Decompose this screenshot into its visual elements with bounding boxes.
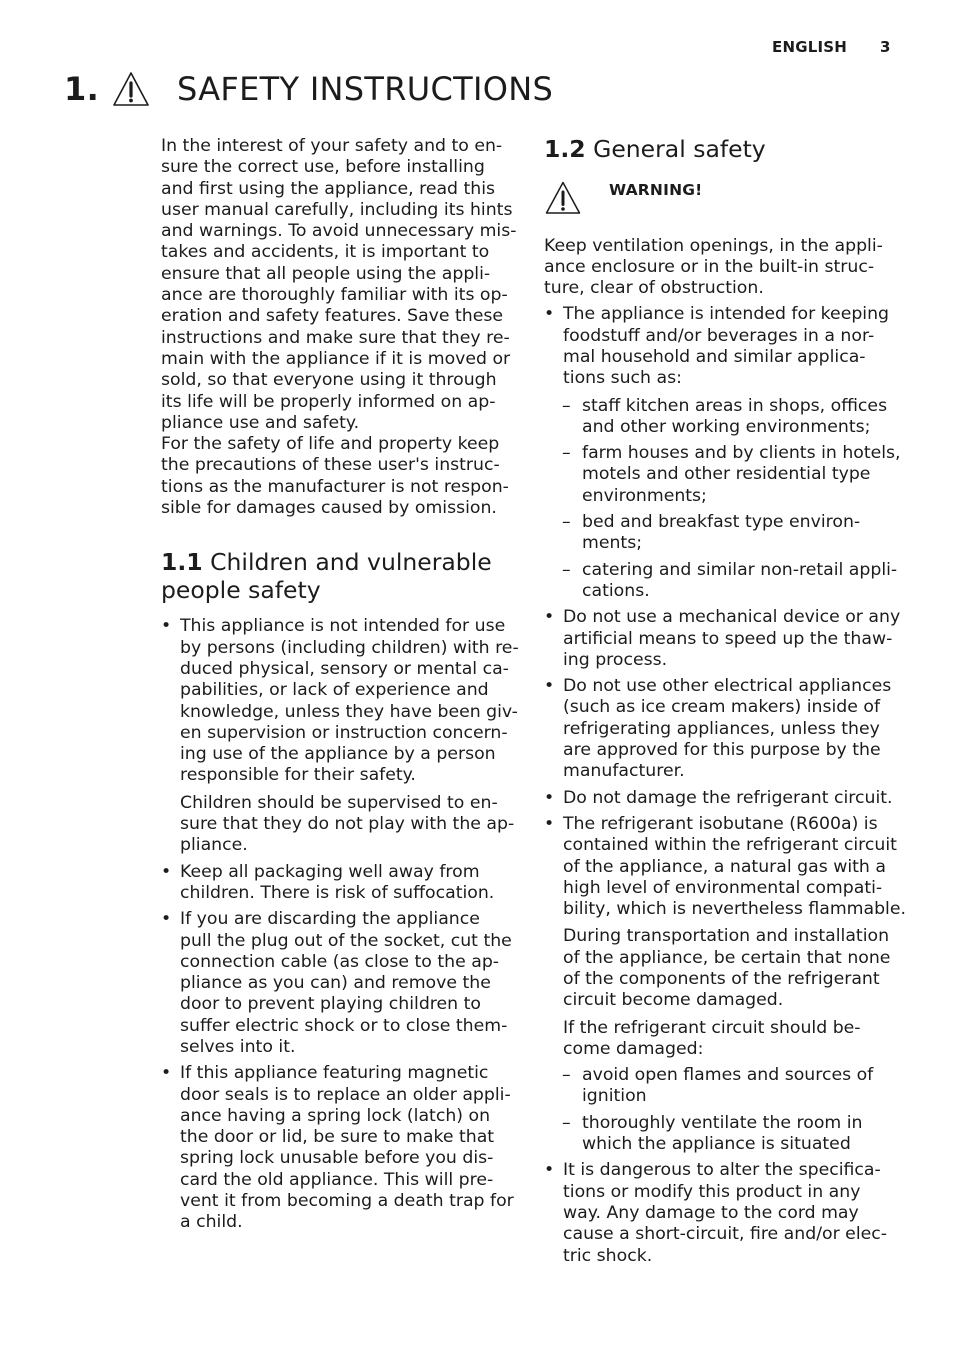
section-heading-1-2 [544, 136, 899, 164]
bullet-marker: • [161, 909, 172, 930]
list-line: farm houses and by clients in hotels, [582, 443, 901, 464]
list-line: suffer electric shock or to close them- [180, 1015, 508, 1036]
page-number: 3 [880, 38, 891, 56]
chapter-title [64, 66, 553, 112]
warning-triangle-icon [111, 70, 151, 108]
left-column [161, 136, 519, 1234]
chapter-title-text: SAFETY INSTRUCTIONS [177, 70, 554, 108]
list-item [544, 304, 899, 389]
list-line: manufacturer. [563, 761, 685, 782]
list-line: If this appliance featuring magnetic [180, 1063, 489, 1084]
list-line: vent it from becoming a death trap for [180, 1191, 514, 1212]
list-line: Children should be supervised to en- [180, 792, 498, 813]
list-item-continuation [563, 1018, 899, 1061]
intro-line: instructions and make sure that they re- [161, 327, 510, 348]
list-line: pliance. [180, 835, 248, 856]
list-line: pliance as you can) and remove the [180, 973, 491, 994]
warning-text [544, 236, 899, 300]
list-line: refrigerating appliances, unless they [563, 718, 880, 739]
list-item [161, 616, 519, 856]
list-line: duced physical, sensory or mental ca- [180, 658, 509, 679]
list-line: and other working environments; [582, 416, 871, 437]
intro-line: main with the appliance if it is moved or [161, 348, 511, 369]
right-column [544, 135, 906, 1267]
list-line: Keep all packaging well away from [180, 861, 480, 882]
warning-triangle-icon [544, 180, 582, 216]
list-line: staff kitchen areas in shops, offices [582, 395, 888, 416]
list-line: environments; [582, 485, 707, 506]
intro-line: the precautions of these user's instruc- [161, 455, 500, 476]
list-line: The refrigerant isobutane (R600a) is [563, 813, 878, 834]
list-line: Do not use other electrical appliances [563, 676, 892, 697]
section-heading-1-1 [161, 549, 511, 604]
section-title: Children and vulnerable [210, 548, 492, 577]
list-item [161, 1063, 514, 1233]
list-line: card the old appliance. This will pre- [180, 1169, 494, 1190]
list-line: thoroughly ventilate the room in [582, 1112, 863, 1133]
list-line: come damaged: [563, 1038, 704, 1059]
sub-list-item [544, 443, 899, 507]
intro-line: sure the correct use, before installing [161, 157, 485, 178]
bullet-marker: • [161, 1063, 172, 1084]
chapter-number: 1. [64, 70, 100, 108]
bullet-marker: • [544, 607, 555, 628]
sub-list-item [544, 1113, 899, 1156]
list-line: which the appliance is situated [582, 1134, 851, 1155]
text-line: Keep ventilation openings, in the appli- [544, 235, 883, 256]
list-line: If the refrigerant circuit should be- [563, 1017, 861, 1038]
dash-marker: – [562, 443, 571, 464]
intro-line: ensure that all people using the appli- [161, 263, 491, 284]
list-item-continuation [563, 926, 899, 1011]
list-item [544, 607, 899, 671]
dash-marker: – [562, 1112, 571, 1133]
list-line: catering and similar non-retail appli- [582, 559, 898, 580]
intro-line: user manual carefully, including its hints [161, 199, 513, 220]
warning-label: WARNING! [609, 180, 703, 199]
list-line: ignition [582, 1086, 647, 1107]
list-line: ance having a spring lock (latch) on [180, 1105, 491, 1126]
intro-line: takes and accidents, it is important to [161, 242, 490, 263]
list-line: the door or lid, be sure to make that [180, 1127, 495, 1148]
sub-list-item [544, 560, 899, 603]
list-line: Do not use a mechanical device or any [563, 607, 901, 628]
sub-list-item [544, 512, 899, 555]
section-title-cont: people safety [161, 575, 321, 604]
intro-line: In the interest of your safety and to en- [161, 136, 503, 156]
list-item [161, 909, 511, 1058]
intro-line: ance are thoroughly familiar with its op- [161, 285, 508, 306]
list-line: children. There is risk of suffocation. [180, 882, 495, 903]
section-number: 1.1 [161, 548, 203, 577]
sub-list-item [544, 1065, 899, 1108]
list-line: bility, which is nevertheless flammable. [563, 899, 906, 920]
warning-block [544, 176, 899, 236]
list-item [544, 676, 899, 782]
list-line: spring lock unusable before you dis- [180, 1148, 494, 1169]
list-line: door to prevent playing children to [180, 994, 481, 1015]
list-item [161, 862, 511, 905]
bullet-marker: • [544, 304, 555, 325]
list-line: of the components of the refrigerant [563, 969, 880, 989]
bullet-marker: • [544, 787, 555, 808]
intro-line: eration and safety features. Save these [161, 306, 504, 327]
list-line: (such as ice cream makers) inside of [563, 697, 881, 718]
list-line: selves into it. [180, 1036, 296, 1057]
list-line: way. Any damage to the cord may [563, 1202, 859, 1223]
list-line: It is dangerous to alter the specifica- [563, 1160, 881, 1181]
list-line: of the appliance, be certain that none [563, 947, 891, 968]
dash-marker: – [562, 559, 571, 580]
list-line: ing process. [563, 649, 668, 670]
bullet-marker: • [161, 616, 172, 637]
list-line: tions or modify this product in any [563, 1181, 861, 1202]
list-line: During transportation and installation [563, 926, 890, 947]
text-line: ance enclosure or in the built-in struc- [544, 256, 875, 277]
list-line: tric shock. [563, 1245, 653, 1266]
intro-line: For the safety of life and property keep [161, 434, 500, 455]
list-line: by persons (including children) with re- [180, 637, 519, 658]
bullet-marker: • [544, 813, 555, 834]
list-line: Do not damage the refrigerant circuit. [563, 787, 893, 808]
list-item-continuation [180, 792, 515, 857]
list-line: ments; [582, 533, 643, 554]
intro-paragraph [161, 136, 517, 519]
intro-line: and first using the appliance, read this [161, 178, 496, 199]
list-item [544, 788, 899, 809]
section-title: General safety [593, 135, 766, 163]
intro-line: tions as the manufacturer is not respon- [161, 476, 509, 497]
intro-line: sold, so that everyone using it through [161, 370, 497, 391]
list-line: of the appliance, a natural gas with a [563, 856, 886, 877]
list-line: avoid open flames and sources of [582, 1065, 874, 1086]
intro-line: and warnings. To avoid unnecessary mis- [161, 221, 517, 242]
list-line: are approved for this purpose by the [563, 740, 881, 761]
text-line: ture, clear of obstruction. [544, 278, 764, 299]
list-line: sure that they do not play with the ap- [180, 814, 515, 835]
list-line: motels and other residential type [582, 464, 871, 485]
list-line: bed and breakfast type environ- [582, 512, 861, 533]
list-line: connection cable (as close to the ap- [180, 951, 500, 972]
dash-marker: – [562, 512, 571, 533]
list-line: ing use of the appliance by a person [180, 744, 496, 765]
intro-line: sible for damages caused by omission. [161, 498, 497, 519]
list-line: pull the plug out of the socket, cut the [180, 930, 512, 951]
intro-line: pliance use and safety. [161, 412, 360, 433]
list-line: artificial means to speed up the thaw- [563, 628, 893, 649]
list-line: mal household and similar applica- [563, 346, 866, 367]
dash-marker: – [562, 1065, 571, 1086]
list-line: cations. [582, 580, 650, 601]
list-line: foodstuff and/or beverages in a nor- [563, 325, 875, 346]
list-item [544, 1160, 899, 1266]
list-line: cause a short-circuit, fire and/or elec- [563, 1224, 887, 1245]
list-line: responsible for their safety. [180, 765, 416, 786]
bullet-marker: • [544, 1160, 555, 1181]
list-line: contained within the refrigerant circuit [563, 835, 897, 856]
list-line: high level of environmental compati- [563, 877, 883, 898]
list-line: If you are discarding the appliance [180, 909, 480, 930]
list-line: pabilities, or lack of experience and [180, 680, 489, 701]
list-line: door seals is to replace an older appli- [180, 1084, 511, 1105]
list-line: circuit become damaged. [563, 990, 784, 1011]
list-line: knowledge, unless they have been giv- [180, 701, 518, 722]
list-line: tions such as: [563, 368, 682, 389]
list-item [544, 813, 906, 1060]
list-line: This appliance is not intended for use [180, 616, 506, 637]
bullet-marker: • [161, 861, 172, 882]
list-line: en supervision or instruction concern- [180, 722, 508, 743]
list-line: The appliance is intended for keeping [563, 304, 890, 325]
bullet-marker: • [544, 676, 555, 697]
intro-line: its life will be properly informed on ap- [161, 391, 496, 412]
section-number: 1.2 [544, 135, 586, 163]
language-label: ENGLISH [772, 38, 848, 56]
list-line: a child. [180, 1212, 243, 1233]
dash-marker: – [562, 395, 571, 416]
sub-list-item [544, 396, 899, 439]
page-header [772, 38, 891, 56]
